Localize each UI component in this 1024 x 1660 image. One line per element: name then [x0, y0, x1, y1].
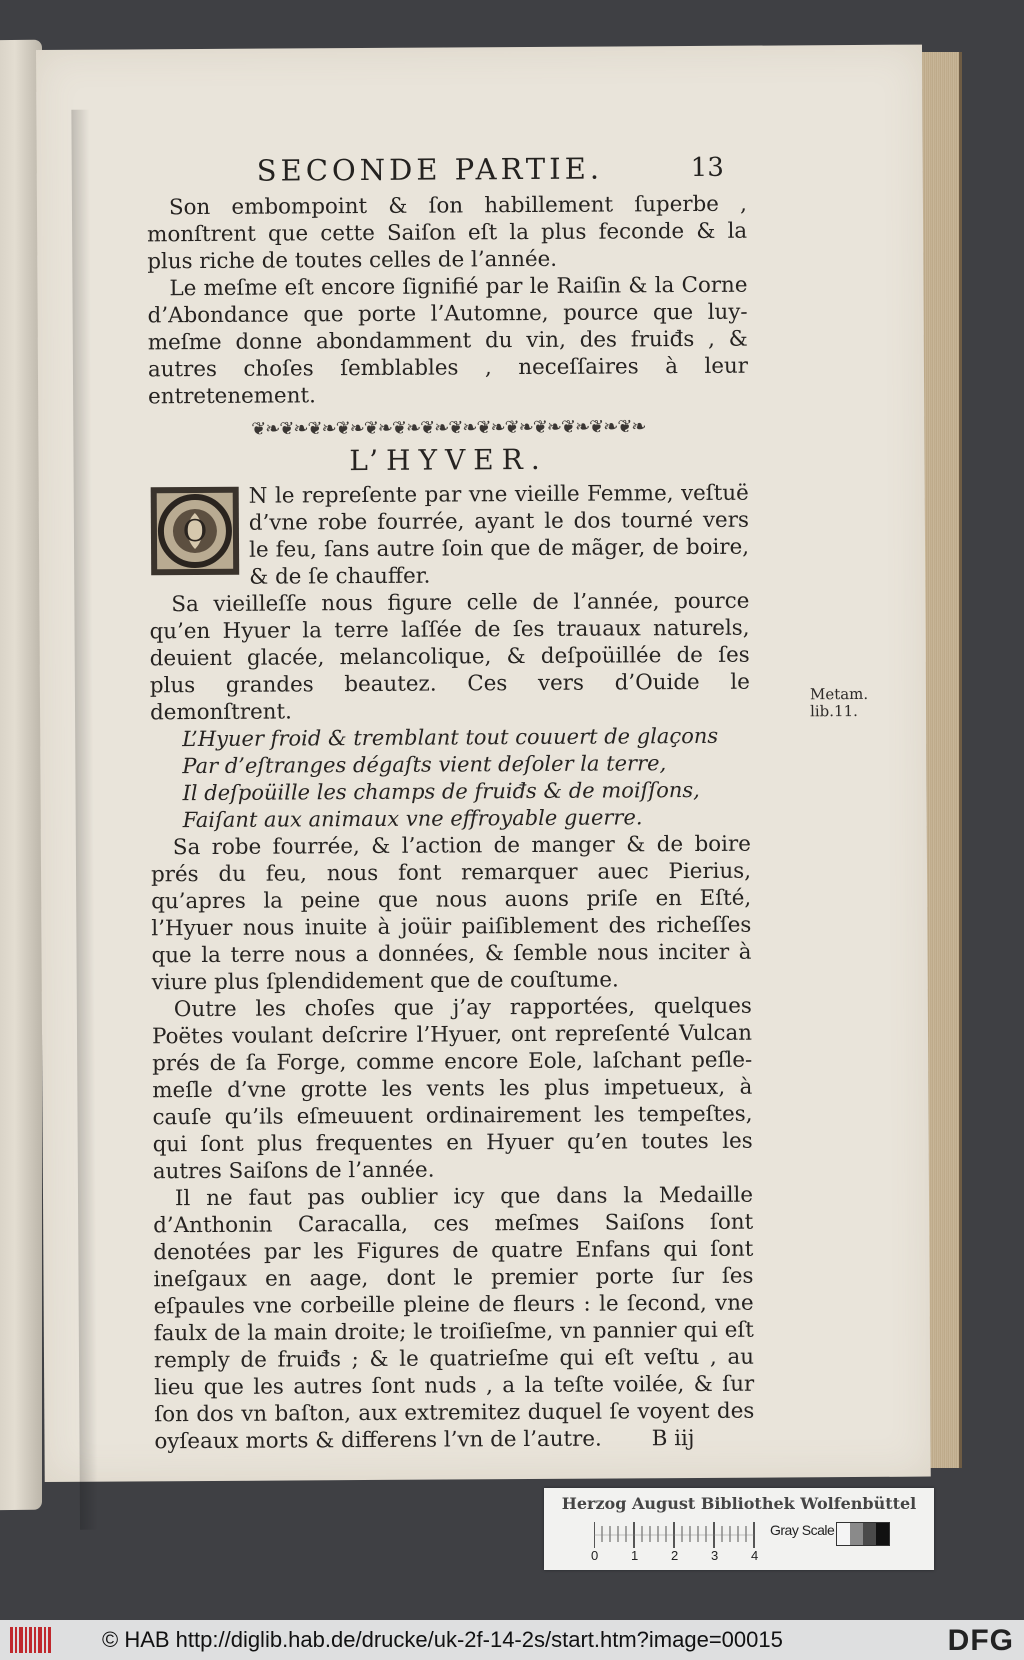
ruler-number: 4 — [751, 1548, 759, 1563]
paragraph: N le repreſente par vne vieille Femme, veſtuë d’vne robe fourrée, ayant le dos tourné vers le feu, ſans autre ſoin que de mãger, de boire, & de ſe chauffer. — [248, 480, 750, 590]
signature-mark: B iij — [651, 1426, 695, 1452]
library-name: Herzog August Bibliothek Wolfenbüttel — [561, 1494, 917, 1513]
paragraph: Il ne faut pas oublier icy que dans la Medaille d’Anthonin Caracalla, ces meſmes Saiſons ſont denotées par les Figures de quatre Enfans qui ſont ineſgaux en aage, dont le premier porte ſur ſes eſpaules vne corbeille pleine de fleurs : le ſecond, vne faulx de la main droite; le troiſieſme, vn pannier qui eſt remply de fruiđs ; & le quatrieſme qui eſt veſtu , au lieu que les autres ſont nuds , a la teſte voilée, & ſur ſon dos vn baſton, aux extremitez duquel ſe voyent des oyſeaux morts & differens l’vn de l’autre. — [153, 1182, 755, 1455]
gray-swatch — [850, 1523, 863, 1545]
marginal-note-line: lib.11. — [809, 701, 858, 721]
book-page — [36, 45, 931, 1482]
ruler-number: 2 — [671, 1548, 679, 1563]
facing-page-edge — [0, 40, 42, 1511]
viewer-footer — [0, 1620, 1024, 1660]
paragraph: Son embompoint & ſon habillement ſuperbe , monſtrent que cette Saiſon eſt la plus feconde & la plus riche de toutes celles de l’année. — [147, 191, 748, 275]
gray-swatch — [863, 1523, 876, 1545]
ornament-divider: ❦❧❦❧❦❧❦❧❦❧❦❧❦❧❦❧❦❧❦❧❦❧❦❧❦❧❦❧ — [251, 416, 646, 440]
section-title: L’HYVER. — [349, 442, 548, 478]
paragraph: Le meſme eſt encore ſignifié par le Raiſin & la Corne d’Abondance que porte l’Automne, pource que luy-meſme donne abondamment du vin, des fruiđs , & autres choſes ſemblables , neceſſaires à leur entretenement. — [147, 272, 749, 410]
verse-line: Par d’eſtranges dégaſts vient deſoler la terre, — [182, 751, 667, 779]
ruler-number: 0 — [591, 1548, 599, 1563]
gutter-shadow — [71, 110, 98, 1530]
marginal-note — [810, 686, 868, 720]
gray-scale-label: Gray Scale — [770, 1522, 835, 1538]
dfg-logo: DFG — [947, 1624, 1014, 1657]
ruler-number: 1 — [631, 1548, 639, 1563]
ruler-number: 3 — [711, 1548, 719, 1563]
paragraph: Sa robe fourrée, & l’action de manger & de boire prés du feu, nous font remarquer auec Pierius, qu’apres la peine que nous auons priſe en Eſté, l’Hyuer nous inuite à joüir paiſiblement des richeſſes que la terre nous a données, & ſemble nous inciter à viure plus ſplendidement que de couſtume. — [150, 831, 752, 996]
drop-cap-letter: O — [182, 513, 208, 550]
verse-line: Il deſpoüille les champs de fruiđs & de moiſſons, — [182, 777, 700, 806]
ruler-icon — [594, 1522, 756, 1548]
page-header — [147, 151, 747, 195]
text-block — [147, 151, 869, 1456]
body-text — [147, 191, 755, 1456]
gray-swatch — [837, 1523, 850, 1545]
paragraph: Sa vieilleſſe nous figure celle de l’année, pource qu’en Hyuer la terre laſſée de ſes trauaux naturels, deuient glacée, melancolique, & deſpoüillée de ſes plus grandes beautez. Ces vers d’Ouide le demonſtrent. — [149, 588, 750, 726]
verse-line: L’Hyuer froid & tremblant tout couuert de glaçons — [182, 723, 719, 752]
marginal-note-line: Metam. — [809, 684, 869, 704]
verse-line: Faiſant aux animaux vne effroyable guerre. — [182, 805, 643, 833]
color-calibration-card — [544, 1488, 934, 1570]
ruler-numbers — [591, 1548, 774, 1566]
paragraph: Outre les choſes que j’ay rapportées, quelques Poëtes voulant deſcrire l’Hyuer, ont repreſenté Vulcan prés de ſa Forge, comme encore Eole, laſchant peſle-meſle d’vne grotte les vents les plus impetueux, à cauſe qu’ils eſmeuuent ordinairement les tempeſtes, qui ſont plus frequentes en Hyuer qu’en toutes les autres Saiſons de l’année. — [151, 993, 753, 1185]
drop-cap-ornament — [149, 485, 242, 578]
gray-scale-swatches — [836, 1522, 890, 1546]
running-head: SECONDE PARTIE. — [256, 151, 604, 188]
barcode-icon — [10, 1625, 52, 1655]
page-number: 13 — [690, 152, 724, 184]
gray-swatch — [876, 1523, 889, 1545]
citation-link[interactable]: © HAB http://diglib.hab.de/drucke/uk-2f-14-2s/start.htm?image=00015 — [102, 1627, 783, 1652]
